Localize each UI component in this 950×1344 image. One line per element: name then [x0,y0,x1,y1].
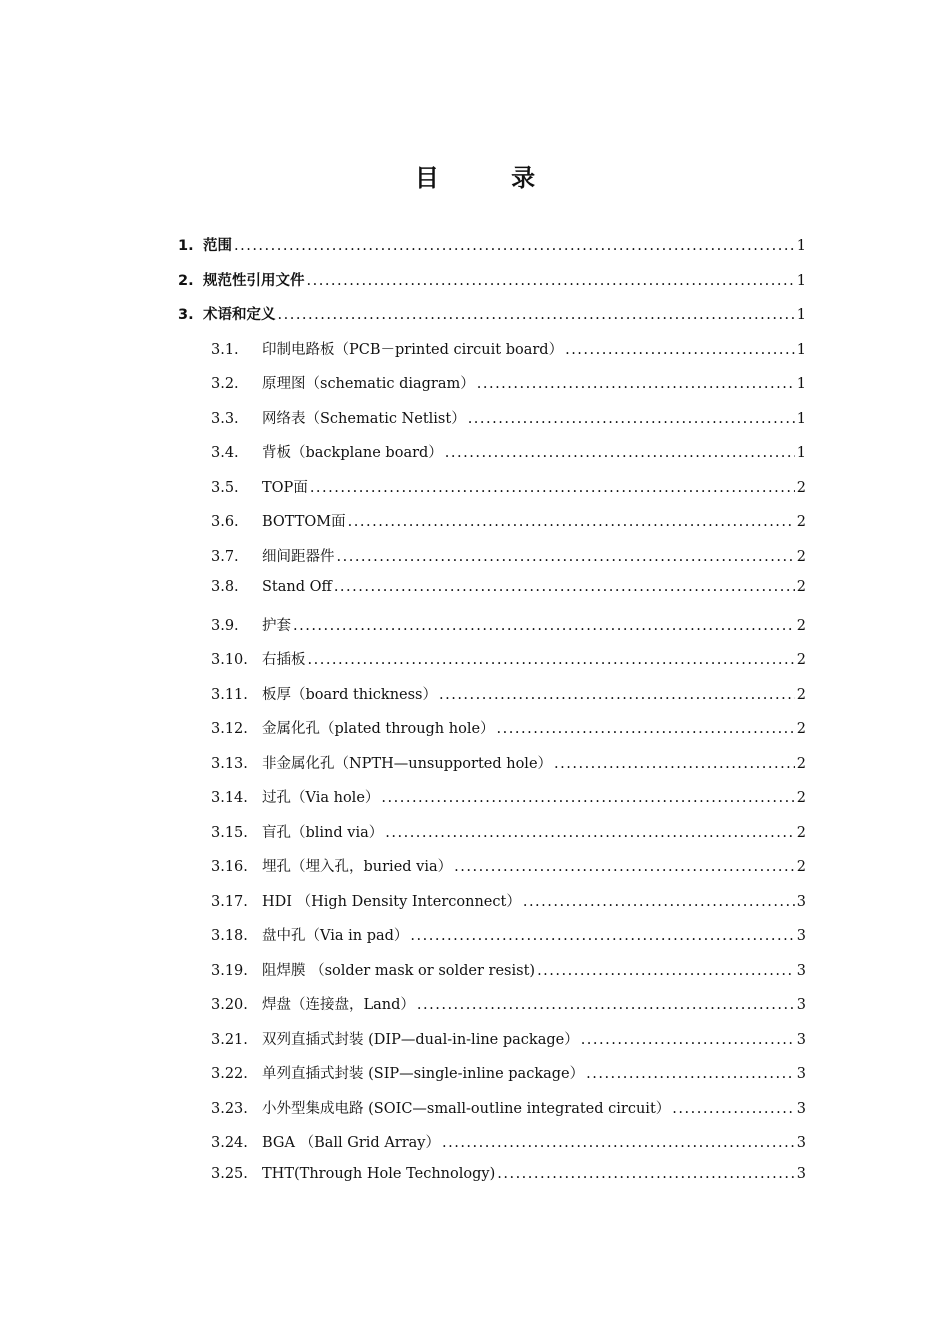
toc-entry[interactable] [178,855,806,890]
toc-entry-page-number: 1 [796,272,806,289]
toc-entry[interactable] [178,303,806,338]
toc-dot-leader [308,652,795,668]
toc-entry-number: 3.14. [211,790,248,806]
toc-entry[interactable] [178,441,806,476]
toc-entry-page-number: 1 [796,376,806,392]
toc-entry-title: THT(Through Hole Technology) [262,1165,496,1182]
toc-entry-page-number: 3 [796,997,806,1013]
toc-entry[interactable] [178,959,806,994]
toc-entry-number: 3.18. [211,928,248,944]
toc-entry-title: BGA （Ball Grid Array） [262,1135,440,1151]
toc-entry-number: 3.13. [211,755,248,772]
toc-dot-leader [410,928,794,944]
toc-entry-page-number: 1 [796,341,806,358]
toc-entry-number: 3.3. [211,410,239,427]
toc-entry-page-number: 2 [796,755,806,772]
toc-entry-title: 原理图（schematic diagram） [262,376,475,392]
toc-entry-number: 3.5. [211,479,239,496]
toc-entry[interactable] [178,407,806,442]
toc-entry-page-number: 3 [796,928,806,944]
toc-dot-leader [468,411,795,427]
toc-entry[interactable] [178,786,806,821]
toc-entry-page-number: 2 [796,686,806,703]
toc-entry-title: 背板（backplane board） [262,445,443,461]
toc-entry-number: 3.4. [211,445,239,461]
toc-entry-title: 金属化孔（plated through hole） [262,721,495,737]
toc-entry-number: 3.21. [211,1031,248,1048]
toc-entry-number: 3.11. [211,686,248,703]
toc-entry-number: 3.8. [211,579,239,595]
toc-entry-number: 3.22. [211,1066,248,1082]
toc-entry-number: 3. [178,307,194,323]
toc-entry-title: 单列直插式封装 (SIP—single-inline package） [262,1066,585,1082]
toc-entry[interactable] [178,1131,806,1166]
toc-entry[interactable] [178,1028,806,1063]
toc-entry-number: 3.25. [211,1165,248,1182]
toc-entry-title: 板厚（board thickness） [262,686,437,703]
toc-entry-page-number: 2 [796,548,806,565]
toc-dot-leader [454,859,795,875]
toc-entry-title: 盘中孔（Via in pad） [262,928,409,944]
toc-entry-title: 埋孔（埋入孔，buried via） [262,859,453,875]
toc-entry-page-number: 2 [796,790,806,806]
toc-entry-title: 术语和定义 [203,307,276,323]
toc-entry-title: HDI （High Density Interconnect） [262,893,521,910]
toc-entry-title: 护套 [262,617,291,634]
toc-entry[interactable] [178,510,806,545]
toc-entry-number: 2. [178,272,194,289]
toc-entry[interactable] [178,648,806,683]
toc-entry-page-number: 1 [796,238,806,254]
toc-entry-number: 3.7. [211,548,239,565]
toc-entry[interactable] [178,545,806,580]
toc-entry[interactable] [178,1166,806,1201]
toc-entry-title: BOTTOM面 [262,514,346,530]
toc-entry-title: 范围 [203,238,232,254]
toc-entry-number: 3.16. [211,859,248,875]
toc-dot-leader [310,480,795,496]
toc-entry[interactable] [178,890,806,925]
toc-entry-number: 3.20. [211,997,248,1013]
toc-dot-leader [523,894,795,910]
toc-entry-number: 1. [178,238,194,254]
toc-dot-leader [334,579,795,595]
toc-title: 目 录 [414,164,568,192]
toc-entry-number: 3.24. [211,1135,248,1151]
toc-dot-leader [439,687,795,703]
toc-dot-leader [307,273,795,289]
toc-entry[interactable] [178,821,806,856]
toc-entry-page-number: 3 [796,1031,806,1048]
toc-entry-title: Stand Off [262,579,332,595]
toc-entry[interactable] [178,1062,806,1097]
toc-entry-page-number: 2 [796,479,806,496]
toc-entry[interactable] [178,717,806,752]
toc-dot-leader [445,445,795,461]
toc-entry-title: 过孔（Via hole） [262,790,380,806]
toc-entry-title: 双列直插式封装 (DIP—dual-in-line package） [262,1031,579,1048]
toc-entry-page-number: 2 [796,514,806,530]
toc-dot-leader [442,1135,795,1151]
toc-dot-leader [497,1166,795,1182]
toc-entry-title: 网络表（Schematic Netlist） [262,410,466,427]
toc-dot-leader [554,756,795,772]
toc-entry[interactable] [178,752,806,787]
toc-dot-leader [586,1066,795,1082]
toc-entry-page-number: 3 [796,1135,806,1151]
toc-entry[interactable] [178,993,806,1028]
toc-dot-leader [278,307,795,323]
toc-dot-leader [348,514,795,530]
toc-entry-page-number: 3 [796,962,806,979]
toc-dot-leader [417,997,795,1013]
toc-dot-leader [581,1032,795,1048]
toc-entry-page-number: 2 [796,824,806,841]
toc-entry[interactable] [178,372,806,407]
toc-dot-leader [337,549,795,565]
toc-dot-leader [293,618,795,634]
toc-dot-leader [477,376,795,392]
toc-entry-title: 细间距器件 [262,548,335,565]
toc-entry-title: 小外型集成电路 (SOIC—small-outline integrated circuit） [262,1100,671,1117]
toc-entry-number: 3.12. [211,721,248,737]
toc-dot-leader [672,1101,794,1117]
toc-entry-page-number: 3 [796,1100,806,1117]
toc-entry-title: TOP面 [262,479,308,496]
toc-entry-page-number: 1 [796,307,806,323]
toc-entry[interactable] [178,924,806,959]
toc-entry-page-number: 2 [796,579,806,595]
toc-entry-title: 右插板 [262,652,306,668]
toc-entry-number: 3.9. [211,617,239,634]
toc-entry-title: 盲孔（blind via） [262,824,384,841]
toc-entry-number: 3.2. [211,376,239,392]
toc-entry-number: 3.1. [211,341,239,358]
toc-entry[interactable] [178,476,806,511]
toc-entry-page-number: 2 [796,859,806,875]
toc-entry-page-number: 3 [796,893,806,910]
toc-entry-page-number: 1 [796,410,806,427]
toc-entry-number: 3.6. [211,514,239,530]
toc-entry[interactable] [178,234,806,269]
toc-entry[interactable] [178,683,806,718]
toc-entry-number: 3.15. [211,824,248,841]
toc-entry-title: 规范性引用文件 [203,272,305,289]
toc-entry[interactable] [178,579,806,614]
toc-entry-number: 3.23. [211,1100,248,1117]
toc-entry-page-number: 3 [796,1165,806,1182]
toc-entry[interactable] [178,614,806,649]
toc-entry-number: 3.10. [211,652,248,668]
toc-entry-number: 3.17. [211,893,248,910]
toc-entry-page-number: 2 [796,652,806,668]
toc-entry[interactable] [178,338,806,373]
toc-entry-number: 3.19. [211,962,248,979]
toc-entry[interactable] [178,269,806,304]
toc-entry-title: 非金属化孔（NPTH—unsupported hole） [262,755,553,772]
toc-dot-leader [537,963,795,979]
toc-dot-leader [497,721,795,737]
toc-entry-page-number: 2 [796,617,806,634]
toc-entry[interactable] [178,1097,806,1132]
toc-entry-page-number: 2 [796,721,806,737]
toc-dot-leader [234,238,795,254]
toc-dot-leader [565,342,795,358]
toc-entry-page-number: 1 [796,445,806,461]
toc-list [178,234,806,1200]
toc-entry-page-number: 3 [796,1066,806,1082]
toc-entry-title: 焊盘（连接盘，Land） [262,997,415,1013]
toc-dot-leader [381,790,794,806]
toc-entry-title: 印制电路板（PCB－printed circuit board） [262,341,564,358]
toc-dot-leader [385,825,795,841]
toc-entry-title: 阻焊膜 （solder mask or solder resist) [262,962,536,979]
